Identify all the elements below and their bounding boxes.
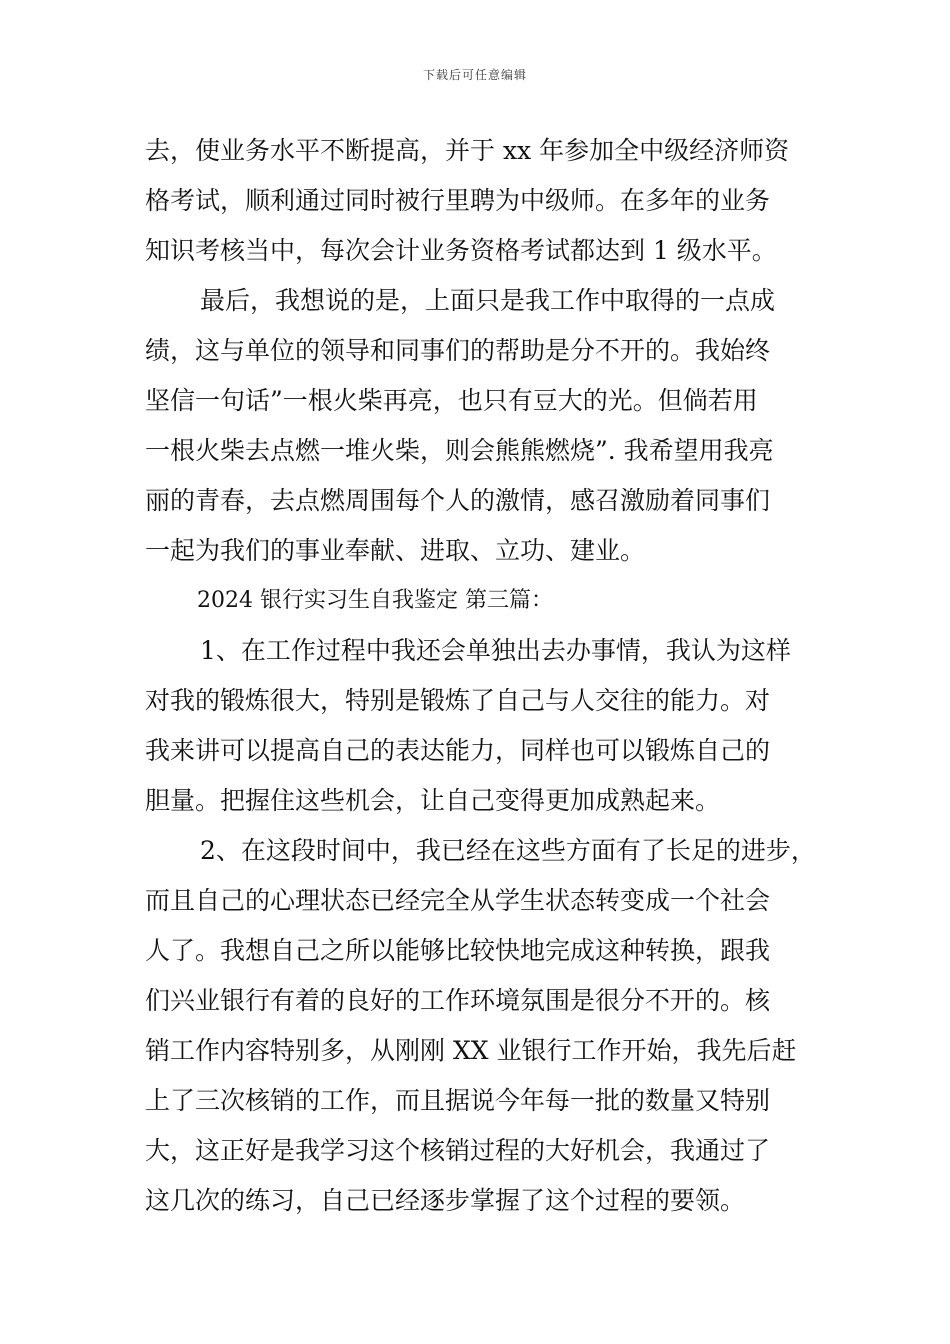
text-line: 一起为我们的事业奉献、进取、立功、建业。 — [145, 536, 646, 565]
text-line: 大，这正好是我学习这个核销过程的大好机会，我通过了 — [145, 1136, 771, 1165]
text-line: 胆量。把握住这些机会，让自己变得更加成熟起来。 — [145, 786, 721, 815]
text-line: 我来讲可以提高自己的表达能力，同样也可以锻炼自己的 — [145, 736, 771, 765]
paragraph-start-line: 1、在工作过程中我还会单独出去办事情，我认为这样 — [200, 636, 791, 665]
text-line: 而且自己的心理状态已经完全从学生状态转变成一个社会 — [145, 886, 771, 915]
text-line: 销工作内容特别多，从刚刚 XX 业银行工作开始，我先后赶 — [145, 1036, 797, 1065]
paragraph-start-line: 2、在这段时间中，我已经在这些方面有了长足的进步， — [200, 836, 816, 865]
section-heading: 2024 银行实习生自我鉴定 第三篇： — [197, 588, 553, 613]
paragraph-start-line: 最后，我想说的是，上面只是我工作中取得的一点成 — [200, 286, 776, 315]
text-line: 坚信一句话”一根火柴再亮，也只有豆大的光。但倘若用 — [145, 386, 758, 415]
text-line: 丽的青春，去点燃周围每个人的激情，感召激励着同事们 — [145, 486, 771, 515]
text-line: 格考试，顺利通过同时被行里聘为中级师。在多年的业务 — [145, 186, 771, 215]
text-line: 这几次的练习，自己已经逐步掌握了这个过程的要领。 — [145, 1186, 746, 1215]
text-line: 绩，这与单位的领导和同事们的帮助是分不开的。我始终 — [145, 336, 771, 365]
text-line: 们兴业银行有着的良好的工作环境氛围是很分不开的。核 — [145, 986, 771, 1015]
text-line: 知识考核当中，每次会计业务资格考试都达到 1 级水平。 — [145, 236, 777, 265]
page-header: 下载后可任意编辑 — [422, 68, 527, 82]
text-line: 人了。我想自己之所以能够比较快地完成这种转换，跟我 — [145, 936, 771, 965]
text-line: 去，使业务水平不断提高，并于 xx 年参加全中级经济师资 — [145, 136, 790, 165]
text-line: 一根火柴去点燃一堆火柴，则会熊熊燃烧”. 我希望用我亮 — [145, 436, 774, 465]
text-line: 对我的锻炼很大，特别是锻炼了自己与人交往的能力。对 — [145, 686, 771, 715]
document-body — [145, 126, 815, 1226]
text-line: 上了三次核销的工作，而且据说今年每一批的数量又特别 — [145, 1086, 771, 1115]
